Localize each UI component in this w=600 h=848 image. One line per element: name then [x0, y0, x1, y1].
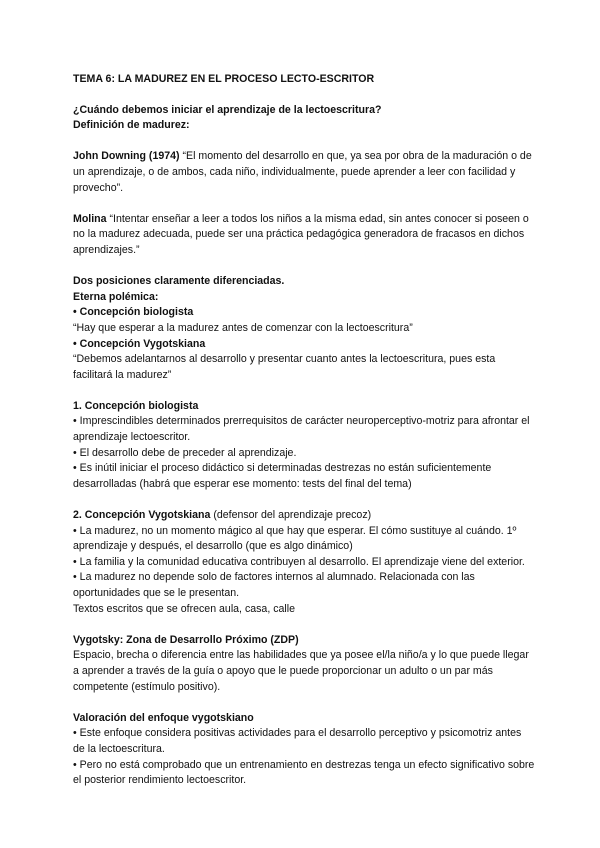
molina-quote: Molina “Intentar enseñar a leer a todos los niños a la misma edad, sin antes conocer si poseen o no la madurez adecuada, puede ser una práctica pedagógica generadora de fracasos en dichos aprendizajes.” [73, 212, 529, 256]
biologist-position-quote: “Hay que esperar a la madurez antes de comenzar con la lectoescritura” [73, 321, 413, 334]
valoracion-heading: Valoración del enfoque vygotskiano [73, 711, 254, 724]
definition-heading: Definición de madurez: [73, 119, 190, 132]
downing-quote: John Downing (1974) “El momento del desarrollo en que, ya sea por obra de la maduración o de un aprendizaje, o de ambos, cada niño, individualmente, puede aprender a leer con facilidad y provecho”. [73, 150, 532, 194]
section-1-item: • Imprescindibles determinados prerrequisitos de carácter neuroperceptivo-motriz para afrontar el aprendizaje lectoescritor. [73, 415, 530, 444]
section-2-item: • La familia y la comunidad educativa contribuyen al desarrollo. El aprendizaje viene del exterior. [73, 555, 525, 568]
section-1-item: • El desarrollo debe de preceder al aprendizaje. [73, 446, 297, 459]
section-1-item: • Es inútil iniciar el proceso didáctico si determinadas destrezas no están suficientemente desarrolladas (habrá que esperar ese momento: tests del final del tema) [73, 462, 492, 490]
document-content [73, 72, 535, 789]
section-2-heading: 2. Concepción Vygotskiana (defensor del aprendizaje precoz) [73, 509, 372, 522]
zdp-heading: Vygotsky: Zona de Desarrollo Próximo (ZDP) [73, 633, 299, 646]
vygotsky-position-label: • Concepción Vygotskiana [73, 337, 206, 350]
valoracion-item: • Este enfoque considera positivas actividades para el desarrollo perceptivo y psicomotriz antes de la lectoescritura. [73, 727, 522, 755]
positions-heading: Dos posiciones claramente diferenciadas. [73, 275, 285, 288]
section-2-item: • La madurez no depende solo de factores internos al alumnado. Relacionada con las oportunidades que se le presentan. [73, 571, 475, 599]
valoracion-item: • Pero no está comprobado que un entrenamiento en destrezas tenga un efecto significativo sobre el posterior rendimiento lectoescritor. [73, 758, 535, 787]
document-title: TEMA 6: LA MADUREZ EN EL PROCESO LECTO-ESCRITOR [73, 73, 375, 85]
section-2-item: • La madurez, no un momento mágico al que hay que esperar. El cómo sustituye al cuándo. 1º aprendizaje y después, el desarrollo (que es algo dinámico) [73, 524, 517, 553]
biologist-position-label: • Concepción biologista [73, 306, 194, 319]
vygotsky-position-quote: “Debemos adelantarnos al desarrollo y presentar cuanto antes la lectoescritura, pues esta facilitará la madurez” [73, 353, 496, 381]
section-1-heading: 1. Concepción biologista [73, 399, 199, 412]
eternal-polemic-heading: Eterna polémica: [73, 290, 159, 303]
question-heading: ¿Cuándo debemos iniciar el aprendizaje de la lectoescritura? [73, 103, 382, 116]
zdp-text: Espacio, brecha o diferencia entre las habilidades que ya posee el/la niño/a y lo que puede llegar a aprender a través de la guía o apoyo que le puede proporcionar un adulto o un par más competente (estímulo positivo). [73, 649, 529, 693]
section-2-note: Textos escritos que se ofrecen aula, casa, calle [73, 602, 295, 615]
